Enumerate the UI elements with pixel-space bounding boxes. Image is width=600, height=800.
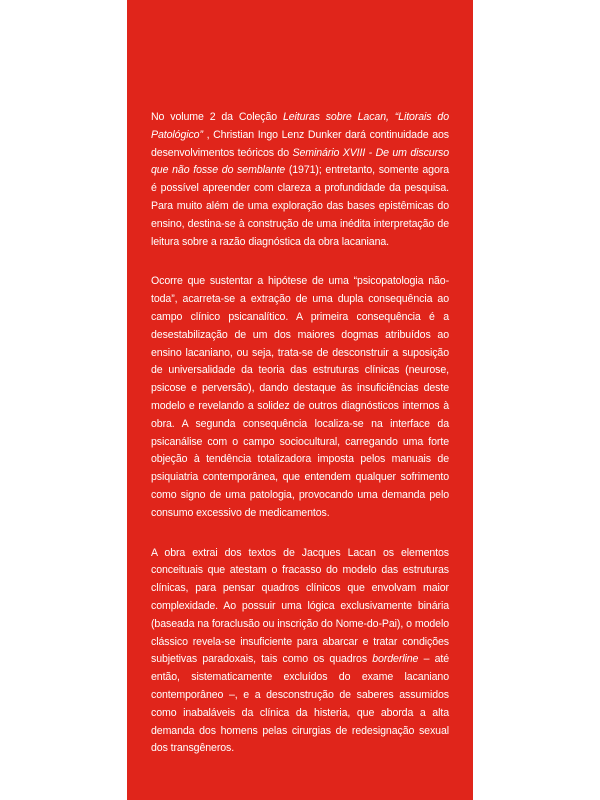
paragraph-2: Ocorre que sustentar a hipótese de uma “psicopatologia não-toda”, acarreta-se a extração de uma dupla consequência ao campo clínico psicanalítico. A primeira consequência é a desestabilização de um dos maiores dogmas atribuídos ao ensino lacaniano, ou seja, trata-se de desconstruir a suposição de universalidade da teoria das estruturas clínicas (neurose, psicose e perversão), dando destaque às insuficiências deste modelo e revelando a solidez de outros diagnósticos internos à obra. A segunda consequência localiza-se na interface da psicanálise com o campo sociocultural, carregando uma forte objeção à tendência totalizadora imposta pelos manuais de psiquiatria contemporânea, que entendem qualquer sofrimento como signo de uma patologia, provocando uma demanda pelo consumo excessivo de medicamentos. bbox=[151, 275, 449, 519]
p1-collection-title: Leituras sobre Lacan, “Litorais do Patológico” bbox=[151, 111, 449, 141]
paragraph-1 bbox=[151, 109, 449, 251]
p1-text-a: No volume 2 da Coleção bbox=[151, 111, 283, 123]
p1-text-e: (1971); entretanto, somente agora é possível apreender com clareza a profundidade da pesquisa. Para muito além de uma exploração das bases epistêmicas do ensino, destina-se à construção de uma inédita interpretação de leitura sobre a razão diagnóstica da obra lacaniana. bbox=[151, 164, 449, 248]
p1-text-c: , Christian Ingo Lenz Dunker dará continuidade aos desenvolvimentos teóricos do bbox=[151, 128, 449, 159]
p3-text-a: A obra extrai dos textos de Jacques Lacan os elementos conceituais que atestam o fracasso do modelo das estruturas clínicas, para pensar quadros clínicos que envolvam maior complexidade. Ao possuir uma lógica exclusivamente binária (baseada na foraclusão ou inscrição do Nome-do-Pai), o modelo clássico revela-se insuficiente para abarcar e tratar condições subjetivas paradoxais, tais como os quadros bbox=[151, 546, 449, 666]
paragraph-3 bbox=[151, 545, 449, 759]
p3-text-c: – até então, sistematicamente excluídos do exame lacaniano contemporâneo –, e a desconstrução de saberes assumidos como inabaláveis da clínica da histeria, que aborda a alta demanda dos homens pelas cirurgias de redesignação sexual dos transgêneros. bbox=[151, 653, 450, 755]
p1-seminar-title: Seminário XVIII - De um discurso que não fosse do semblante bbox=[151, 146, 450, 177]
book-back-cover-panel bbox=[127, 0, 473, 800]
p3-borderline: borderline bbox=[372, 653, 419, 666]
